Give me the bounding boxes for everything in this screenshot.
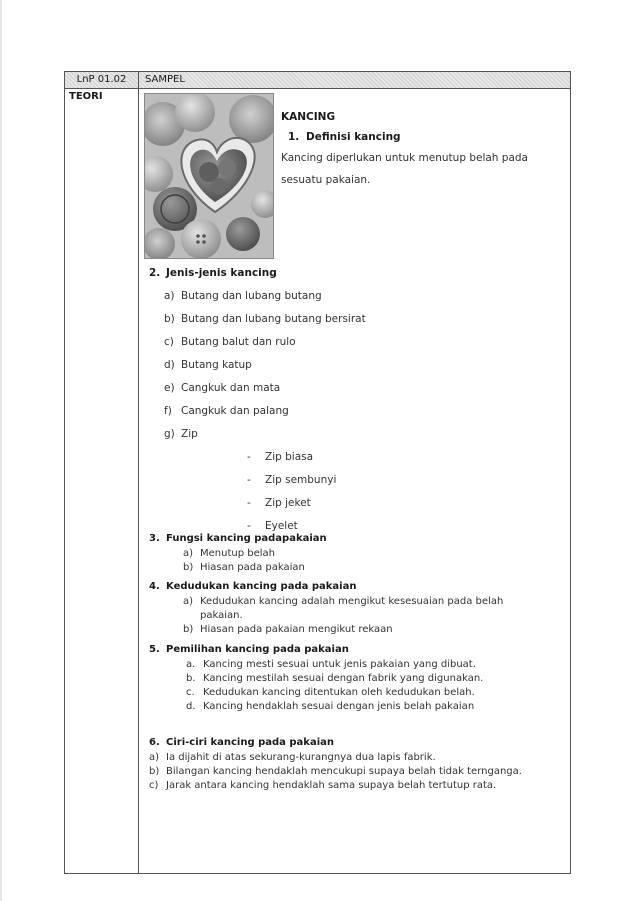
s1-line-2: sesuatu pakaian. [281,174,371,186]
s6-item: Jarak antara kancing hendaklah sama supaya belah tertutup rata. [166,780,497,791]
buttons-illustration [145,94,274,259]
left-column [65,89,139,873]
s5-title: Pemilihan kancing pada pakaian [166,644,349,655]
s2-marker: e) [164,382,175,394]
s6-marker: a) [149,752,160,763]
s6-marker: b) [149,766,160,777]
zip-item: Zip jeket [265,497,311,509]
s2-item: Cangkuk dan palang [181,405,289,417]
s2-number: 2. [149,267,161,279]
s2-item: Zip [181,428,198,440]
s3-title: Fungsi kancing padapakaian [166,533,327,544]
zip-item: Eyelet [265,520,298,532]
lesson-code: LnP 01.02 [65,72,139,88]
zip-dash: - [247,474,251,486]
teori-label: TEORI [69,91,103,102]
s6-title: Ciri-ciri kancing pada pakaian [166,737,334,748]
main-title: KANCING [281,111,336,123]
zip-dash: - [247,451,251,463]
s6-number: 6. [149,737,160,748]
s5-item: Kancing hendaklah sesuai dengan jenis belah pakaian [203,701,475,712]
s2-item: Butang balut dan rulo [181,336,296,348]
s1-number: 1. [288,131,300,143]
s4-marker: b) [183,624,194,635]
s5-number: 5. [149,644,160,655]
zip-item: Zip biasa [265,451,314,463]
s4-item-a-line-1: Kedudukan kancing adalah mengikut kesesuaian pada belah [200,596,504,607]
s4-title: Kedudukan kancing pada pakaian [166,581,357,592]
s3-number: 3. [149,533,160,544]
sample-label: SAMPEL [145,74,185,85]
s1-line-1: Kancing diperlukan untuk menutup belah pada [281,152,528,164]
s5-item: Kancing mesti sesuai untuk jenis pakaian yang dibuat. [203,659,476,670]
s2-marker: g) [164,428,175,440]
zip-item: Zip sembunyi [265,474,337,486]
s2-item: Butang dan lubang butang [181,290,322,302]
buttons-photo [144,93,274,259]
s3-marker: a) [183,548,194,559]
zip-dash: - [247,520,251,532]
s5-marker: c. [186,687,195,698]
s2-marker: f) [164,405,172,417]
s6-item: Ia dijahit di atas sekurang-kurangnya dua lapis fabrik. [166,752,436,763]
zip-dash: - [247,497,251,509]
s2-marker: b) [164,313,175,325]
s2-marker: d) [164,359,175,371]
s5-item: Kancing mestilah sesuai dengan fabrik yang digunakan. [203,673,484,684]
s5-marker: d. [186,701,196,712]
s5-marker: a. [186,659,196,670]
s2-title: Jenis-jenis kancing [166,267,277,279]
s4-item-b: Hiasan pada pakaian mengikut rekaan [200,624,393,635]
s2-item: Butang katup [181,359,252,371]
s5-marker: b. [186,673,196,684]
s2-item: Cangkuk dan mata [181,382,281,394]
s6-item: Bilangan kancing hendaklah mencukupi supaya belah tidak ternganga. [166,766,522,777]
s4-item-a-line-2: pakaian. [200,610,243,621]
s4-marker: a) [183,596,194,607]
s5-item: Kedudukan kancing ditentukan oleh kedudukan belah. [203,687,475,698]
s2-item: Butang dan lubang butang bersirat [181,313,366,325]
s1-title: Definisi kancing [306,131,401,143]
s3-item: Hiasan pada pakaian [200,562,305,573]
s4-number: 4. [149,581,160,592]
s2-marker: a) [164,290,175,302]
header-row [65,72,570,89]
s6-marker: c) [149,780,159,791]
s3-marker: b) [183,562,194,573]
s2-marker: c) [164,336,174,348]
s3-item: Menutup belah [200,548,275,559]
page-edge [0,0,2,901]
